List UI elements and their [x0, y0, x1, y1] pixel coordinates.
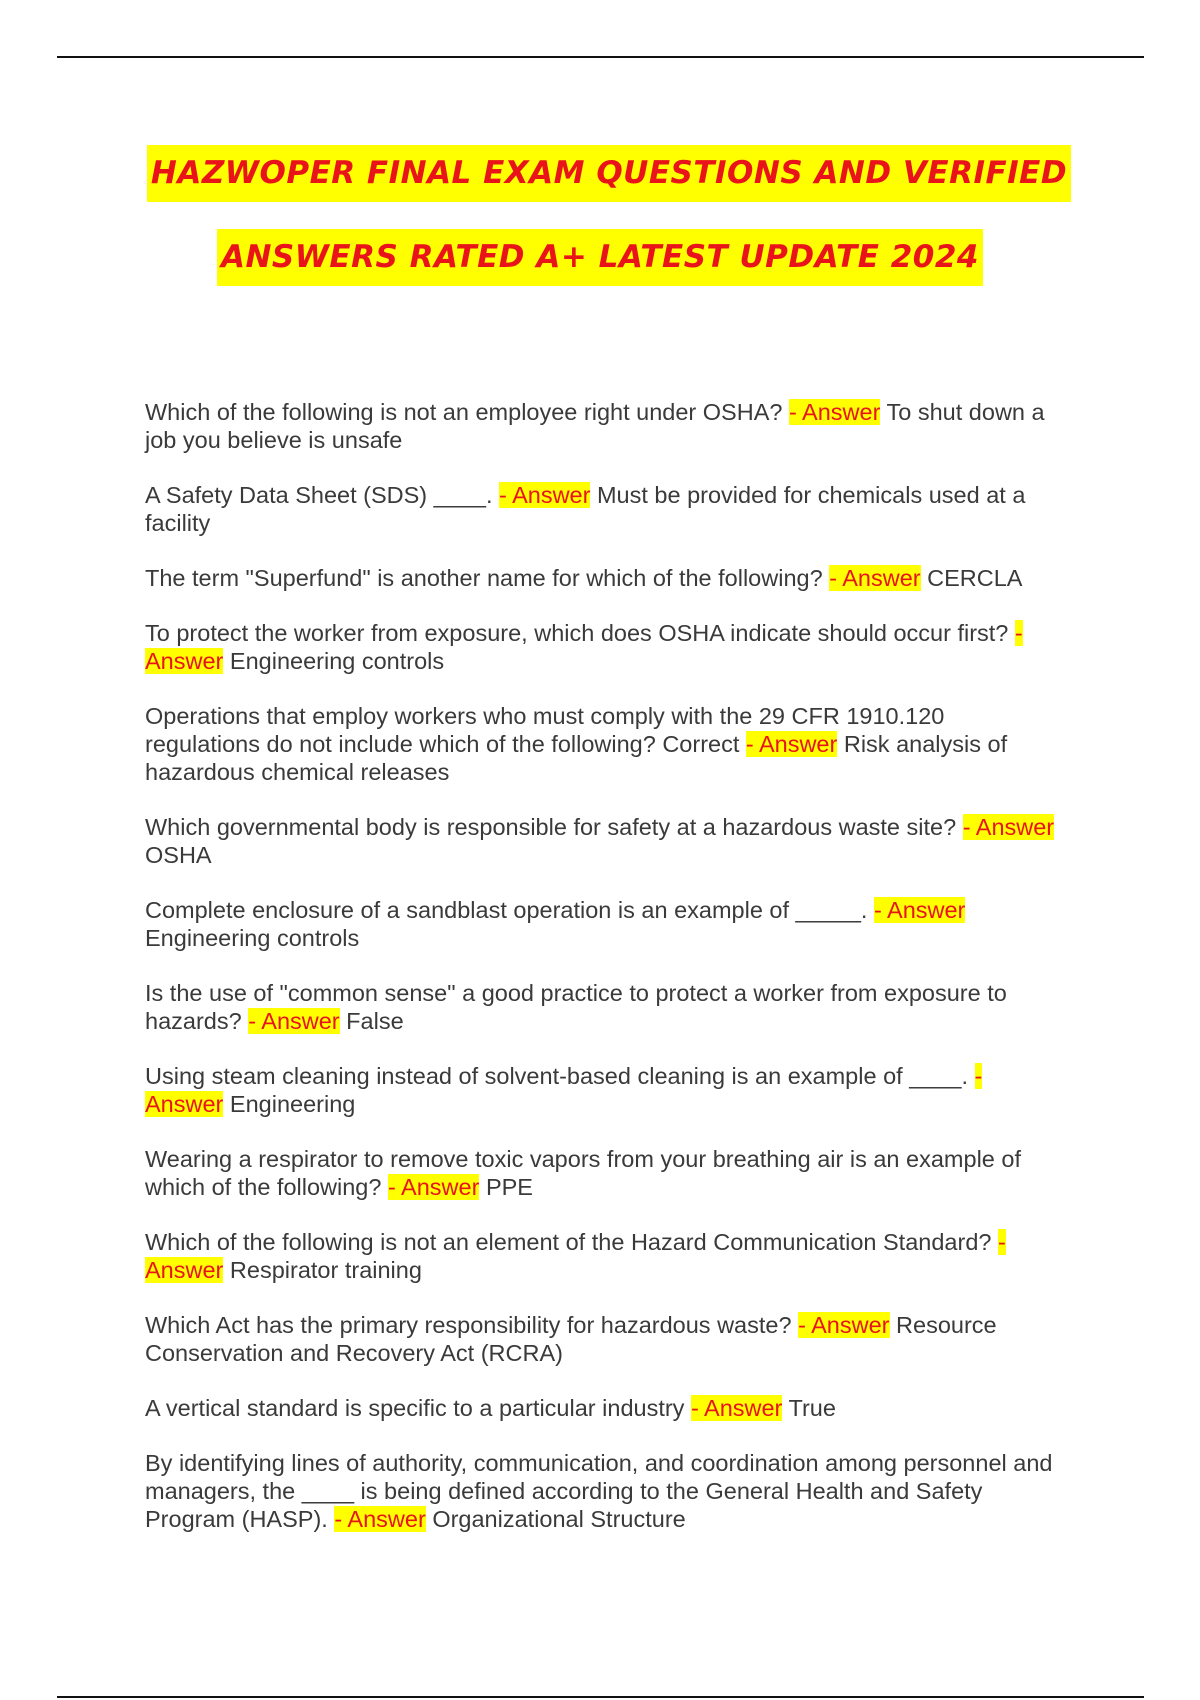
answer-text: Engineering — [229, 1091, 356, 1117]
answer-text: PPE — [485, 1174, 533, 1200]
answer-text: Organizational Structure — [432, 1506, 686, 1532]
title-line-2: ANSWERS RATED A+ LATEST UPDATE 2024 — [217, 229, 983, 286]
qa-item — [145, 481, 1065, 537]
answer-tag: - Answer — [145, 1229, 1006, 1283]
question-answer-list — [145, 398, 1065, 1560]
answer-text: Resource Conservation and Recovery Act (RCRA) — [145, 1312, 997, 1366]
answer-tag: - Answer — [873, 897, 966, 923]
title-line-1: HAZWOPER FINAL EXAM QUESTIONS AND VERIFIED — [147, 145, 1071, 202]
question-text: Which Act has the primary responsibility for hazardous waste? — [145, 1312, 792, 1338]
qa-item — [145, 702, 1065, 786]
question-text: Which of the following is not an employee right under OSHA? — [145, 399, 783, 425]
qa-item — [145, 1062, 1065, 1118]
answer-tag: - Answer — [145, 1063, 983, 1117]
question-text: Operations that employ workers who must comply with the 29 CFR 1910.120 regulations do not include which of the following? Correct — [145, 703, 945, 757]
question-text: Is the use of "common sense" a good practice to protect a worker from exposure to hazards? — [145, 980, 1007, 1034]
question-text: Which governmental body is responsible for safety at a hazardous waste site? — [145, 814, 957, 840]
answer-text: To shut down a job you believe is unsafe — [145, 399, 1045, 453]
answer-text: OSHA — [145, 842, 212, 868]
answer-tag: - Answer — [387, 1174, 480, 1200]
bottom-rule — [57, 1696, 1144, 1698]
question-text: A vertical standard is specific to a particular industry — [145, 1395, 685, 1421]
answer-text: Engineering controls — [229, 648, 445, 674]
answer-text: Respirator training — [229, 1257, 422, 1283]
question-text: Using steam cleaning instead of solvent-based cleaning is an example of ____. — [145, 1063, 969, 1089]
answer-tag: - Answer — [745, 731, 838, 757]
answer-tag: - Answer — [788, 399, 881, 425]
qa-item — [145, 1311, 1065, 1367]
answer-tag: - Answer — [334, 1506, 426, 1532]
answer-text: Risk analysis of hazardous chemical releases — [145, 731, 1008, 785]
qa-item — [145, 896, 1065, 952]
question-text: Complete enclosure of a sandblast operation is an example of _____. — [145, 897, 868, 923]
answer-tag: - Answer — [798, 1312, 890, 1338]
qa-item — [145, 398, 1065, 454]
qa-item — [145, 564, 1065, 592]
qa-item — [145, 979, 1065, 1035]
question-text: To protect the worker from exposure, which does OSHA indicate should occur first? — [145, 620, 1009, 646]
answer-tag: - Answer — [690, 1395, 783, 1421]
question-text: By identifying lines of authority, communication, and coordination among personnel and managers, the ____ is being defined according to the General Health and Safety Program (HASP). — [145, 1450, 1053, 1532]
top-rule — [57, 56, 1144, 58]
answer-text: Engineering controls — [145, 925, 360, 951]
answer-text: CERCLA — [927, 565, 1023, 591]
document-title — [0, 145, 1200, 286]
question-text: A Safety Data Sheet (SDS) ____. — [145, 482, 493, 508]
answer-text: True — [788, 1395, 836, 1421]
answer-text: Must be provided for chemicals used at a facility — [145, 482, 1026, 536]
answer-text: False — [346, 1008, 404, 1034]
answer-tag: - Answer — [145, 620, 1023, 674]
answer-tag: - Answer — [248, 1008, 340, 1034]
qa-item — [145, 813, 1065, 869]
qa-item — [145, 1145, 1065, 1201]
question-text: The term "Superfund" is another name for which of the following? — [145, 565, 823, 591]
qa-item — [145, 619, 1065, 675]
qa-item — [145, 1228, 1065, 1284]
question-text: Which of the following is not an element of the Hazard Communication Standard? — [145, 1229, 992, 1255]
question-text: Wearing a respirator to remove toxic vapors from your breathing air is an example of which of the following? — [145, 1146, 1021, 1200]
answer-tag: - Answer — [962, 814, 1055, 840]
answer-tag: - Answer — [829, 565, 921, 591]
answer-tag: - Answer — [499, 482, 591, 508]
qa-item — [145, 1449, 1065, 1533]
qa-item — [145, 1394, 1065, 1422]
